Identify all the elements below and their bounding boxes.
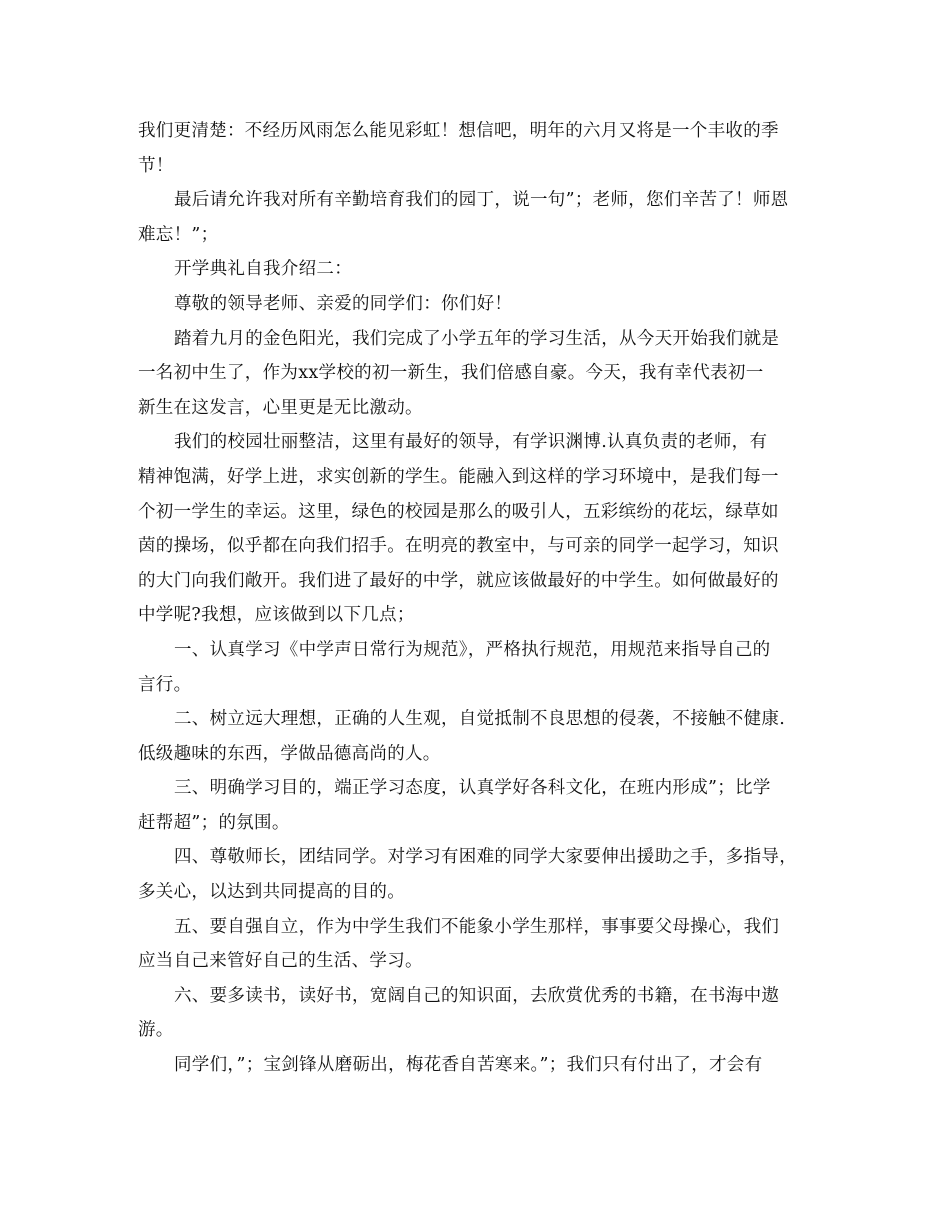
text-line: 言行。 [138,674,192,695]
paragraph [138,425,820,633]
text-line: 多关心，以达到共同提高的目的。 [138,882,405,903]
text-line: 低级趣味的东西，学做品德高尚的人。 [138,743,441,764]
text-line: 应当自己来管好自己的生活、学习。 [138,951,423,972]
paragraph [138,771,820,840]
text-line: 精神饱满，好学上进，求实创新的学生。能融入到这样的学习环境中，是我们每一 [138,466,779,487]
paragraph [138,322,820,426]
paragraph [138,702,820,771]
text-line: 一、认真学习《中学声日常行为规范》，严格执行规范，用规范来指导自己的 [174,639,771,660]
paragraph [138,183,820,252]
text-line: 尊敬的领导老师、亲爱的同学们：你们好！ [174,293,513,314]
text-line: 四、尊敬师长，团结同学。对学习有困难的同学大家要伸出援助之手，多指导， [174,847,797,868]
text-line: 新生在这发言，心里更是无比激动。 [138,397,423,418]
paragraph [138,252,820,287]
text-line: 中学呢?我想，应该做到以下几点； [138,605,415,626]
paragraph [138,1048,820,1083]
text-line: 我们更清楚：不经历风雨怎么能见彩虹！想信吧，明年的六月又将是一个丰收的季 [138,121,779,141]
paragraph [138,114,820,183]
text-line: 一名初中生了，作为xx学校的初一新生，我们倍感自豪。今天，我有幸代表初一 [138,363,764,384]
paragraph [138,840,820,909]
text-line: 同学们，”；宝剑锋从磨砺出，梅花香自苦寒来。”；我们只有付出了，才会有 [174,1055,763,1076]
text-line: 三、明确学习目的，端正学习态度，认真学好各科文化，在班内形成”；比学 [174,778,771,799]
text-line: 难忘！”； [138,224,219,245]
text-line: 的大门向我们敞开。我们进了最好的中学，就应该做最好的中学生。如何做最好的 [138,570,779,591]
paragraph [138,910,820,979]
text-line: 踏着九月的金色阳光，我们完成了小学五年的学习生活，从今天开始我们就是 [174,328,780,349]
text-line: 二、树立远大理想，正确的人生观，自觉抵制不良思想的侵袭，不接触不健康. [174,709,786,730]
document-body [138,114,820,1083]
text-line: 赶帮超”；的氛围。 [138,812,290,833]
text-line: 游。 [138,1020,174,1041]
text-line: 五、要自强自立，作为中学生我们不能象小学生那样，事事要父母操心，我们 [174,916,780,937]
text-line: 最后请允许我对所有辛勤培育我们的园丁，说一句”；老师，您们辛苦了！师恩 [174,190,789,211]
text-line: 节！ [138,155,174,176]
text-line: 开学典礼自我介绍二： [174,259,352,280]
text-line: 个初一学生的幸运。这里，绿色的校园是那么的吸引人，五彩缤纷的花坛，绿草如 [138,501,779,522]
text-line: 茵的操场，似乎都在向我们招手。在明亮的教室中，与可亲的同学一起学习，知识 [138,536,779,557]
text-line: 六、要多读书，读好书，宽阔自己的知识面，去欣赏优秀的书籍，在书海中遨 [174,985,780,1006]
text-line: 我们的校园壮丽整洁，这里有最好的领导，有学识渊博.认真负责的老师，有 [174,432,768,453]
paragraph [138,633,820,702]
paragraph [138,979,820,1048]
paragraph [138,287,820,322]
